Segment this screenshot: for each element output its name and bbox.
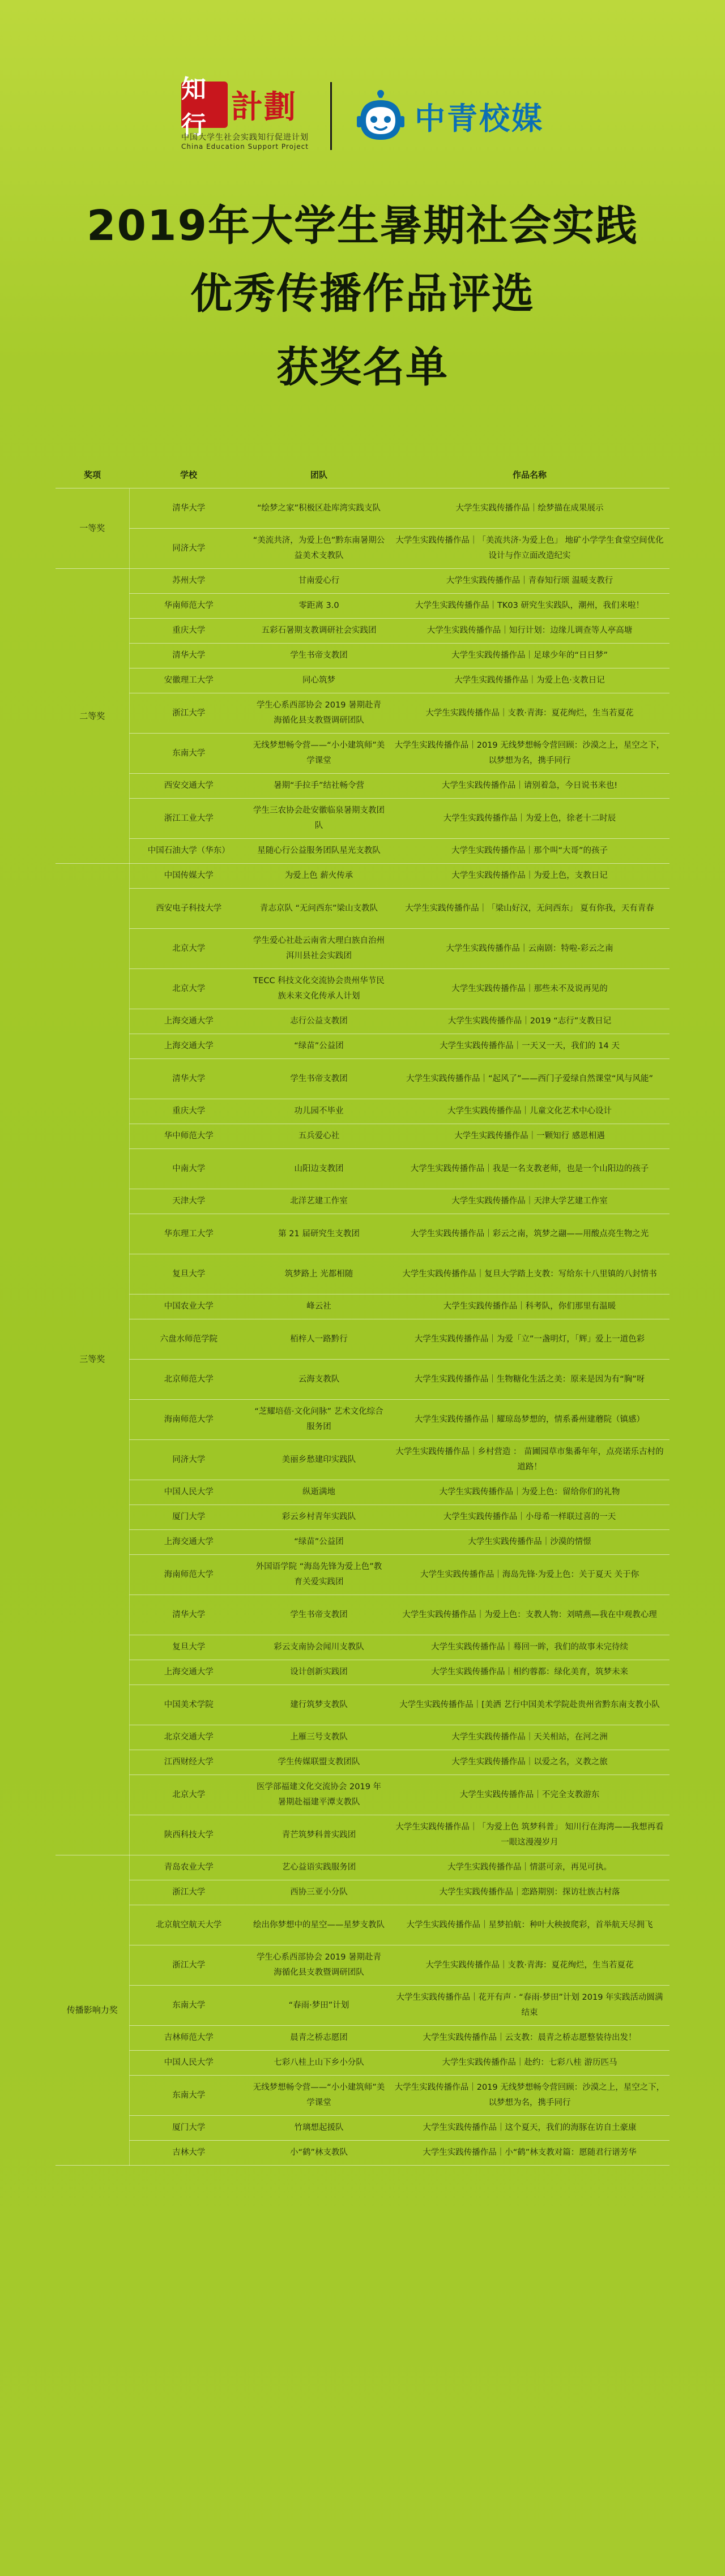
school-cell: 北京航空航天大学 [129,1905,248,1945]
team-cell: 无线梦想畅令营——“小小建筑师”美学课堂 [248,734,390,774]
team-cell: 暑期“手拉手”结社畅令营 [248,774,390,799]
table-row [56,1725,669,1750]
table-body [56,488,669,2166]
work-cell: 大学生实践传播作品｜那个叫“大哥”的孩子 [390,839,669,864]
team-cell: “绿苗”公益团 [248,1530,390,1555]
table-row [56,2051,669,2076]
prize-cell: 二等奖 [56,569,129,864]
title-line-1: 2019年大学生暑期社会实践 [87,202,638,250]
work-cell: 大学生实践传播作品｜星梦拍航：种叶大秧披爬彩，首举航天尽拥飞 [390,1905,669,1945]
table-row [56,1986,669,2026]
school-cell: 重庆大学 [129,1099,248,1124]
school-cell: 上海交通大学 [129,1009,248,1034]
team-cell: 学生书帝支教团 [248,644,390,668]
work-cell: 大学生实践传播作品｜云支教：晨青之桥志愿整装待出发！ [390,2026,669,2051]
team-cell: 建行筑梦支教队 [248,1685,390,1725]
team-cell: 学生书帝支教团 [248,1059,390,1099]
school-cell: 中国石油大学（华东） [129,839,248,864]
work-cell: 大学生实践传播作品｜支教·青海：夏花绚烂，生当若夏花 [390,1945,669,1986]
work-cell: 大学生实践传播作品｜科考队，你们那里有温暖 [390,1295,669,1319]
work-cell: 大学生实践传播作品｜小“鹤”林支教对篇：愿随君行谱芳华 [390,2141,669,2166]
school-cell: 华中师范大学 [129,1124,248,1149]
school-cell: 清华大学 [129,488,248,529]
table-row [56,1530,669,1555]
team-cell: 学生爱心社赴云南省大理白族自治州洱川县社会实践团 [248,929,390,969]
team-cell: 峰云社 [248,1295,390,1319]
team-cell: “美流共济，为爱上色”黔东南暑期公益美术支教队 [248,529,390,569]
table-row [56,1555,669,1595]
school-cell: 东南大学 [129,1986,248,2026]
work-cell: 大学生实践传播作品｜为爱上色·支教日记 [390,668,669,693]
column-header-prize: 奖项 [56,461,129,488]
table-row [56,2026,669,2051]
team-cell: 北洋艺建工作室 [248,1189,390,1214]
school-cell: 中国农业大学 [129,1295,248,1319]
team-cell: 彩云支南协会闻川支教队 [248,1635,390,1660]
team-cell: 山阳边支教团 [248,1149,390,1189]
table-row [56,1815,669,1855]
table-row [56,1059,669,1099]
work-cell: 大学生实践传播作品｜TK03 研究生实践队，潮州，我们来啦！ [390,594,669,619]
table-header-row [56,461,669,488]
work-cell: 大学生实践传播作品｜2019 “志行”支教日记 [390,1009,669,1034]
team-cell: 五兵爱心社 [248,1124,390,1149]
table-row [56,1189,669,1214]
team-cell: 学生心系西部协会 2019 暑期赴青海循化县支教暨调研团队 [248,693,390,734]
work-cell: 大学生实践传播作品｜不完全支教游东 [390,1775,669,1815]
school-cell: 西安电子科技大学 [129,889,248,929]
table-row [56,1905,669,1945]
table-row [56,1400,669,1440]
team-cell: 美丽乡愁建印实践队 [248,1440,390,1480]
school-cell: 陕西科技大学 [129,1815,248,1855]
work-cell: 大学生实践传播作品｜「梁山好汉，无问西东」 夏有你我，天有青春 [390,889,669,929]
team-cell: 学生三农协会赴安徽临泉暑期支教团队 [248,799,390,839]
school-cell: 吉林大学 [129,2141,248,2166]
team-cell: 艺心益语实践服务团 [248,1855,390,1880]
school-cell: 重庆大学 [129,619,248,644]
work-cell: 大学生实践传播作品｜生物糖化生活之美：原来是因为有“胸”呀 [390,1360,669,1400]
table-row [56,693,669,734]
work-cell: 大学生实践传播作品｜为爱上色，徐老十二时辰 [390,799,669,839]
school-cell: 北京大学 [129,929,248,969]
column-header-work: 作品名称 [390,461,669,488]
table-row [56,1440,669,1480]
school-cell: 浙江工业大学 [129,799,248,839]
team-cell: 第 21 届研究生支教团 [248,1214,390,1254]
school-cell: 苏州大学 [129,569,248,594]
school-cell: 北京大学 [129,1775,248,1815]
work-cell: 大学生实践传播作品｜海岛先锋·为爱上色：关于夏天 关于你 [390,1555,669,1595]
team-cell: 栢梓人一路黔行 [248,1319,390,1360]
school-cell: 浙江大学 [129,1880,248,1905]
work-cell: 大学生实践传播作品｜「为爱上色 筑梦科普」 知川行在海湾——我想再看一眼这漫漫岁月 [390,1815,669,1855]
team-cell: 竹璃想起援队 [248,2116,390,2141]
zqxm-logo [352,88,544,144]
mascot-icon [352,88,409,144]
work-cell: 大学生实践传播作品｜[美洒 艺行中国美术学院赴贵州省黔东南支教小队 [390,1685,669,1725]
team-cell: “春雨·梦田”计划 [248,1986,390,2026]
team-cell: 星随心行公益服务团队星光支教队 [248,839,390,864]
table-row [56,1124,669,1149]
school-cell: 北京交通大学 [129,1725,248,1750]
work-cell: 大学生实践传播作品｜我是一名支教老师，也是一个山阳边的孩子 [390,1149,669,1189]
column-header-team: 团队 [248,461,390,488]
work-cell: 大学生实践传播作品｜一天又一天，我们的 14 天 [390,1034,669,1059]
work-cell: 大学生实践传播作品｜2019 无线梦想畅令营回顾：沙漠之上，星空之下，以梦想为名，携手同行 [390,734,669,774]
zhixing-logo [181,75,309,151]
team-cell: 小“鹤”林支教队 [248,2141,390,2166]
table-row [56,1635,669,1660]
table-row [56,1009,669,1034]
school-cell: 中国传媒大学 [129,864,248,889]
zqxm-brand-text: 中青校媒 [415,100,544,136]
school-cell: 北京大学 [129,969,248,1009]
work-cell: 大学生实践传播作品｜为爱上色：留给你们的礼物 [390,1480,669,1505]
table-row [56,1295,669,1319]
table-row [56,1480,669,1505]
team-cell: 甘南爱心行 [248,569,390,594]
winners-table-container [56,461,669,2166]
school-cell: 安徽理工大学 [129,668,248,693]
school-cell: 青岛农业大学 [129,1855,248,1880]
work-cell: 大学生实践传播作品｜蓦回一眸，我们的故事未完待续 [390,1635,669,1660]
school-cell: 厦门大学 [129,2116,248,2141]
title-line-2: 优秀传播作品评选 [190,269,535,318]
table-row [56,1880,669,1905]
table-row [56,529,669,569]
school-cell: 海南师范大学 [129,1400,248,1440]
logo-divider [330,82,332,150]
school-cell: 六盘水师范学院 [129,1319,248,1360]
school-cell: 西安交通大学 [129,774,248,799]
team-cell: TECC 科技文化交流协会贵州华节民族未来文化传承人计划 [248,969,390,1009]
work-cell: 大学生实践传播作品｜绘梦描在成果展示 [390,488,669,529]
school-cell: 中国人民大学 [129,1480,248,1505]
work-cell: 大学生实践传播作品｜复旦大学踏上支教：写给东十八里镇的八封情书 [390,1254,669,1295]
table-row [56,2076,669,2116]
table-row [56,1775,669,1815]
table-row [56,734,669,774]
team-cell: 五彩石暑期支教调研社会实践团 [248,619,390,644]
team-cell: 志行公益支教团 [248,1009,390,1034]
work-cell: 大学生实践传播作品｜青春知行颂 温暖支教行 [390,569,669,594]
team-cell: 学生书帝支教团 [248,1595,390,1635]
school-cell: 江西财经大学 [129,1750,248,1775]
header-logos [0,74,725,158]
team-cell: 同心筑梦 [248,668,390,693]
work-cell: 大学生实践传播作品｜小母希一样联过喜的一天 [390,1505,669,1530]
column-header-school: 学校 [129,461,248,488]
work-cell: 大学生实践传播作品｜2019 无线梦想畅令营回顾：沙漠之上，星空之下，以梦想为名，携手同行 [390,2076,669,2116]
school-cell: 复旦大学 [129,1254,248,1295]
table-row [56,969,669,1009]
table-row [56,1505,669,1530]
zhixing-seal: 知行 [181,82,228,128]
work-cell: 大学生实践传播作品｜足球少年的“日日梦” [390,644,669,668]
table-row [56,799,669,839]
school-cell: 华南师范大学 [129,594,248,619]
school-cell: 北京师范大学 [129,1360,248,1400]
title-line-3: 获奖名单 [276,343,449,392]
school-cell: 清华大学 [129,1059,248,1099]
table-row [56,668,669,693]
team-cell: 七彩八桂上山下乡小分队 [248,2051,390,2076]
work-cell: 大学生实践传播作品｜为爱「立”一盏明灯，「辉」爱上一道色彩 [390,1319,669,1360]
team-cell: 西协三亚小分队 [248,1880,390,1905]
school-cell: 上海交通大学 [129,1530,248,1555]
team-cell: 青志京队 “无问西东”梁山支教队 [248,889,390,929]
table-row [56,1945,669,1986]
table-row [56,619,669,644]
table-row [56,1595,669,1635]
school-cell: 复旦大学 [129,1635,248,1660]
work-cell: 大学生实践传播作品｜这个夏天，我们的海豚在访自土豪康 [390,2116,669,2141]
team-cell: 彩云乡村青年实践队 [248,1505,390,1530]
team-cell: 上雁三号支教队 [248,1725,390,1750]
work-cell: 大学生实践传播作品｜相约蓉都：绿化美育，筑梦未来 [390,1660,669,1685]
table-row [56,1750,669,1775]
team-cell: 设计创新实践团 [248,1660,390,1685]
team-cell: 功儿园不毕业 [248,1099,390,1124]
team-cell: 外国语学院 “海岛先锋为爱上色”教育关爱实践团 [248,1555,390,1595]
team-cell: 纵逝满地 [248,1480,390,1505]
table-row [56,864,669,889]
table-row [56,2141,669,2166]
table-row [56,488,669,529]
work-cell: 大学生实践传播作品｜支教·青海：夏花绚烂，生当若夏花 [390,693,669,734]
team-cell: 筑梦路上 光都相随 [248,1254,390,1295]
team-cell: 零距离 3.0 [248,594,390,619]
work-cell: 大学生实践传播作品｜儿童文化艺术中心设计 [390,1099,669,1124]
work-cell: 大学生实践传播作品｜彩云之南，筑梦之翮——用酸点亮生物之光 [390,1214,669,1254]
table-row [56,1685,669,1725]
work-cell: 大学生实践传播作品｜为爱上色，支教日记 [390,864,669,889]
school-cell: 中国美术学院 [129,1685,248,1725]
table-row [56,1855,669,1880]
work-cell: 大学生实践传播作品｜天津大学艺建工作室 [390,1189,669,1214]
table-row [56,1214,669,1254]
school-cell: 浙江大学 [129,693,248,734]
prize-cell: 三等奖 [56,864,129,1855]
work-cell: 大学生实践传播作品｜赴约：七彩八桂 游历匹马 [390,2051,669,2076]
table-row [56,2116,669,2141]
team-cell: 绘出你梦想中的星空——星梦支教队 [248,1905,390,1945]
table-row [56,929,669,969]
table-row [56,1360,669,1400]
team-cell: 青芒筑梦科普实践团 [248,1815,390,1855]
work-cell: 大学生实践传播作品｜情湛可亲，再见可执。 [390,1855,669,1880]
table-row [56,594,669,619]
work-cell: 大学生实践传播作品｜「美流共济·为爱上色」 地矿小学学生食堂空间优化设计与作立面改造纪实 [390,529,669,569]
school-cell: 东南大学 [129,734,248,774]
team-cell: “绘梦之家”积极区赴库湾实践支队 [248,488,390,529]
school-cell: 同济大学 [129,529,248,569]
team-cell: “绿苗”公益团 [248,1034,390,1059]
table-row [56,774,669,799]
school-cell: 华东理工大学 [129,1214,248,1254]
work-cell: 大学生实践传播作品｜那些未不及说再见的 [390,969,669,1009]
school-cell: 天津大学 [129,1189,248,1214]
table-row [56,839,669,864]
table-row [56,569,669,594]
work-cell: 大学生实践传播作品｜为爱上色：支教人物：刘晴燕—我在中观教心理 [390,1595,669,1635]
school-cell: 海南师范大学 [129,1555,248,1595]
work-cell: 大学生实践传播作品｜沙漠的情憬 [390,1530,669,1555]
work-cell: 大学生实践传播作品｜花开有声 · “春雨·梦田”计划 2019 年实践活动圆满结束 [390,1986,669,2026]
work-cell: 大学生实践传播作品｜以爱之名，义教之旅 [390,1750,669,1775]
work-cell: 大学生实践传播作品｜云南剧：特啦-彩云之南 [390,929,669,969]
table-row [56,1034,669,1059]
work-cell: 大学生实践传播作品｜天关相站，在河之洲 [390,1725,669,1750]
school-cell: 上海交通大学 [129,1660,248,1685]
team-cell: 医学部福建文化交流协会 2019 年暑期赴福建平潭支教队 [248,1775,390,1815]
zhixing-subtitle-en: China Education Support Project [181,143,309,151]
table-row [56,1099,669,1124]
table-row [56,1660,669,1685]
school-cell: 同济大学 [129,1440,248,1480]
school-cell: 浙江大学 [129,1945,248,1986]
team-cell: 晨青之桥志愿团 [248,2026,390,2051]
table-row [56,1254,669,1295]
team-cell: 无线梦想畅令营——“小小建筑师”美学课堂 [248,2076,390,2116]
school-cell: 上海交通大学 [129,1034,248,1059]
team-cell: 为爱上色 薪火传承 [248,864,390,889]
winners-table [56,461,669,2166]
work-cell: 大学生实践传播作品｜恋路期别：探访壮族古村落 [390,1880,669,1905]
zhixing-subtitle-cn: 中国大学生社会实践知行促进计划 [181,133,309,142]
work-cell: 大学生实践传播作品｜一颗知行 感恩相遇 [390,1124,669,1149]
table-row [56,889,669,929]
work-cell: 大学生实践传播作品｜请别着急，今日说书来也! [390,774,669,799]
table-row [56,1319,669,1360]
zhixing-wordmark-text: 計劃 [231,88,297,126]
table-row [56,1149,669,1189]
school-cell: 中南大学 [129,1149,248,1189]
team-cell: 学生传媒联盟支教团队 [248,1750,390,1775]
team-cell: 云海支教队 [248,1360,390,1400]
school-cell: 清华大学 [129,1595,248,1635]
work-cell: 大学生实践传播作品｜耀琼岛梦想的，情系番州建蘑院（镇感） [390,1400,669,1440]
prize-cell: 一等奖 [56,488,129,569]
work-cell: 大学生实践传播作品｜乡村营造 ： 苗圃园草市集番年年，点亮诺乐古村的道路！ [390,1440,669,1480]
school-cell: 东南大学 [129,2076,248,2116]
school-cell: 厦门大学 [129,1505,248,1530]
team-cell: “芝耀培蓓·文化问脉” 艺术文化综合服务团 [248,1400,390,1440]
table-row [56,644,669,668]
school-cell: 中国人民大学 [129,2051,248,2076]
school-cell: 吉林师范大学 [129,2026,248,2051]
work-cell: 大学生实践传播作品｜知行计划：边缘儿调查等人亭高塘 [390,619,669,644]
team-cell: 学生心系西部协会 2019 暑期赴青海循化县支教暨调研团队 [248,1945,390,1986]
prize-cell: 传播影响力奖 [56,1855,129,2166]
work-cell: 大学生实践传播作品｜“起风了”——西门子爱绿自然课堂“风与风能” [390,1059,669,1099]
school-cell: 清华大学 [129,644,248,668]
